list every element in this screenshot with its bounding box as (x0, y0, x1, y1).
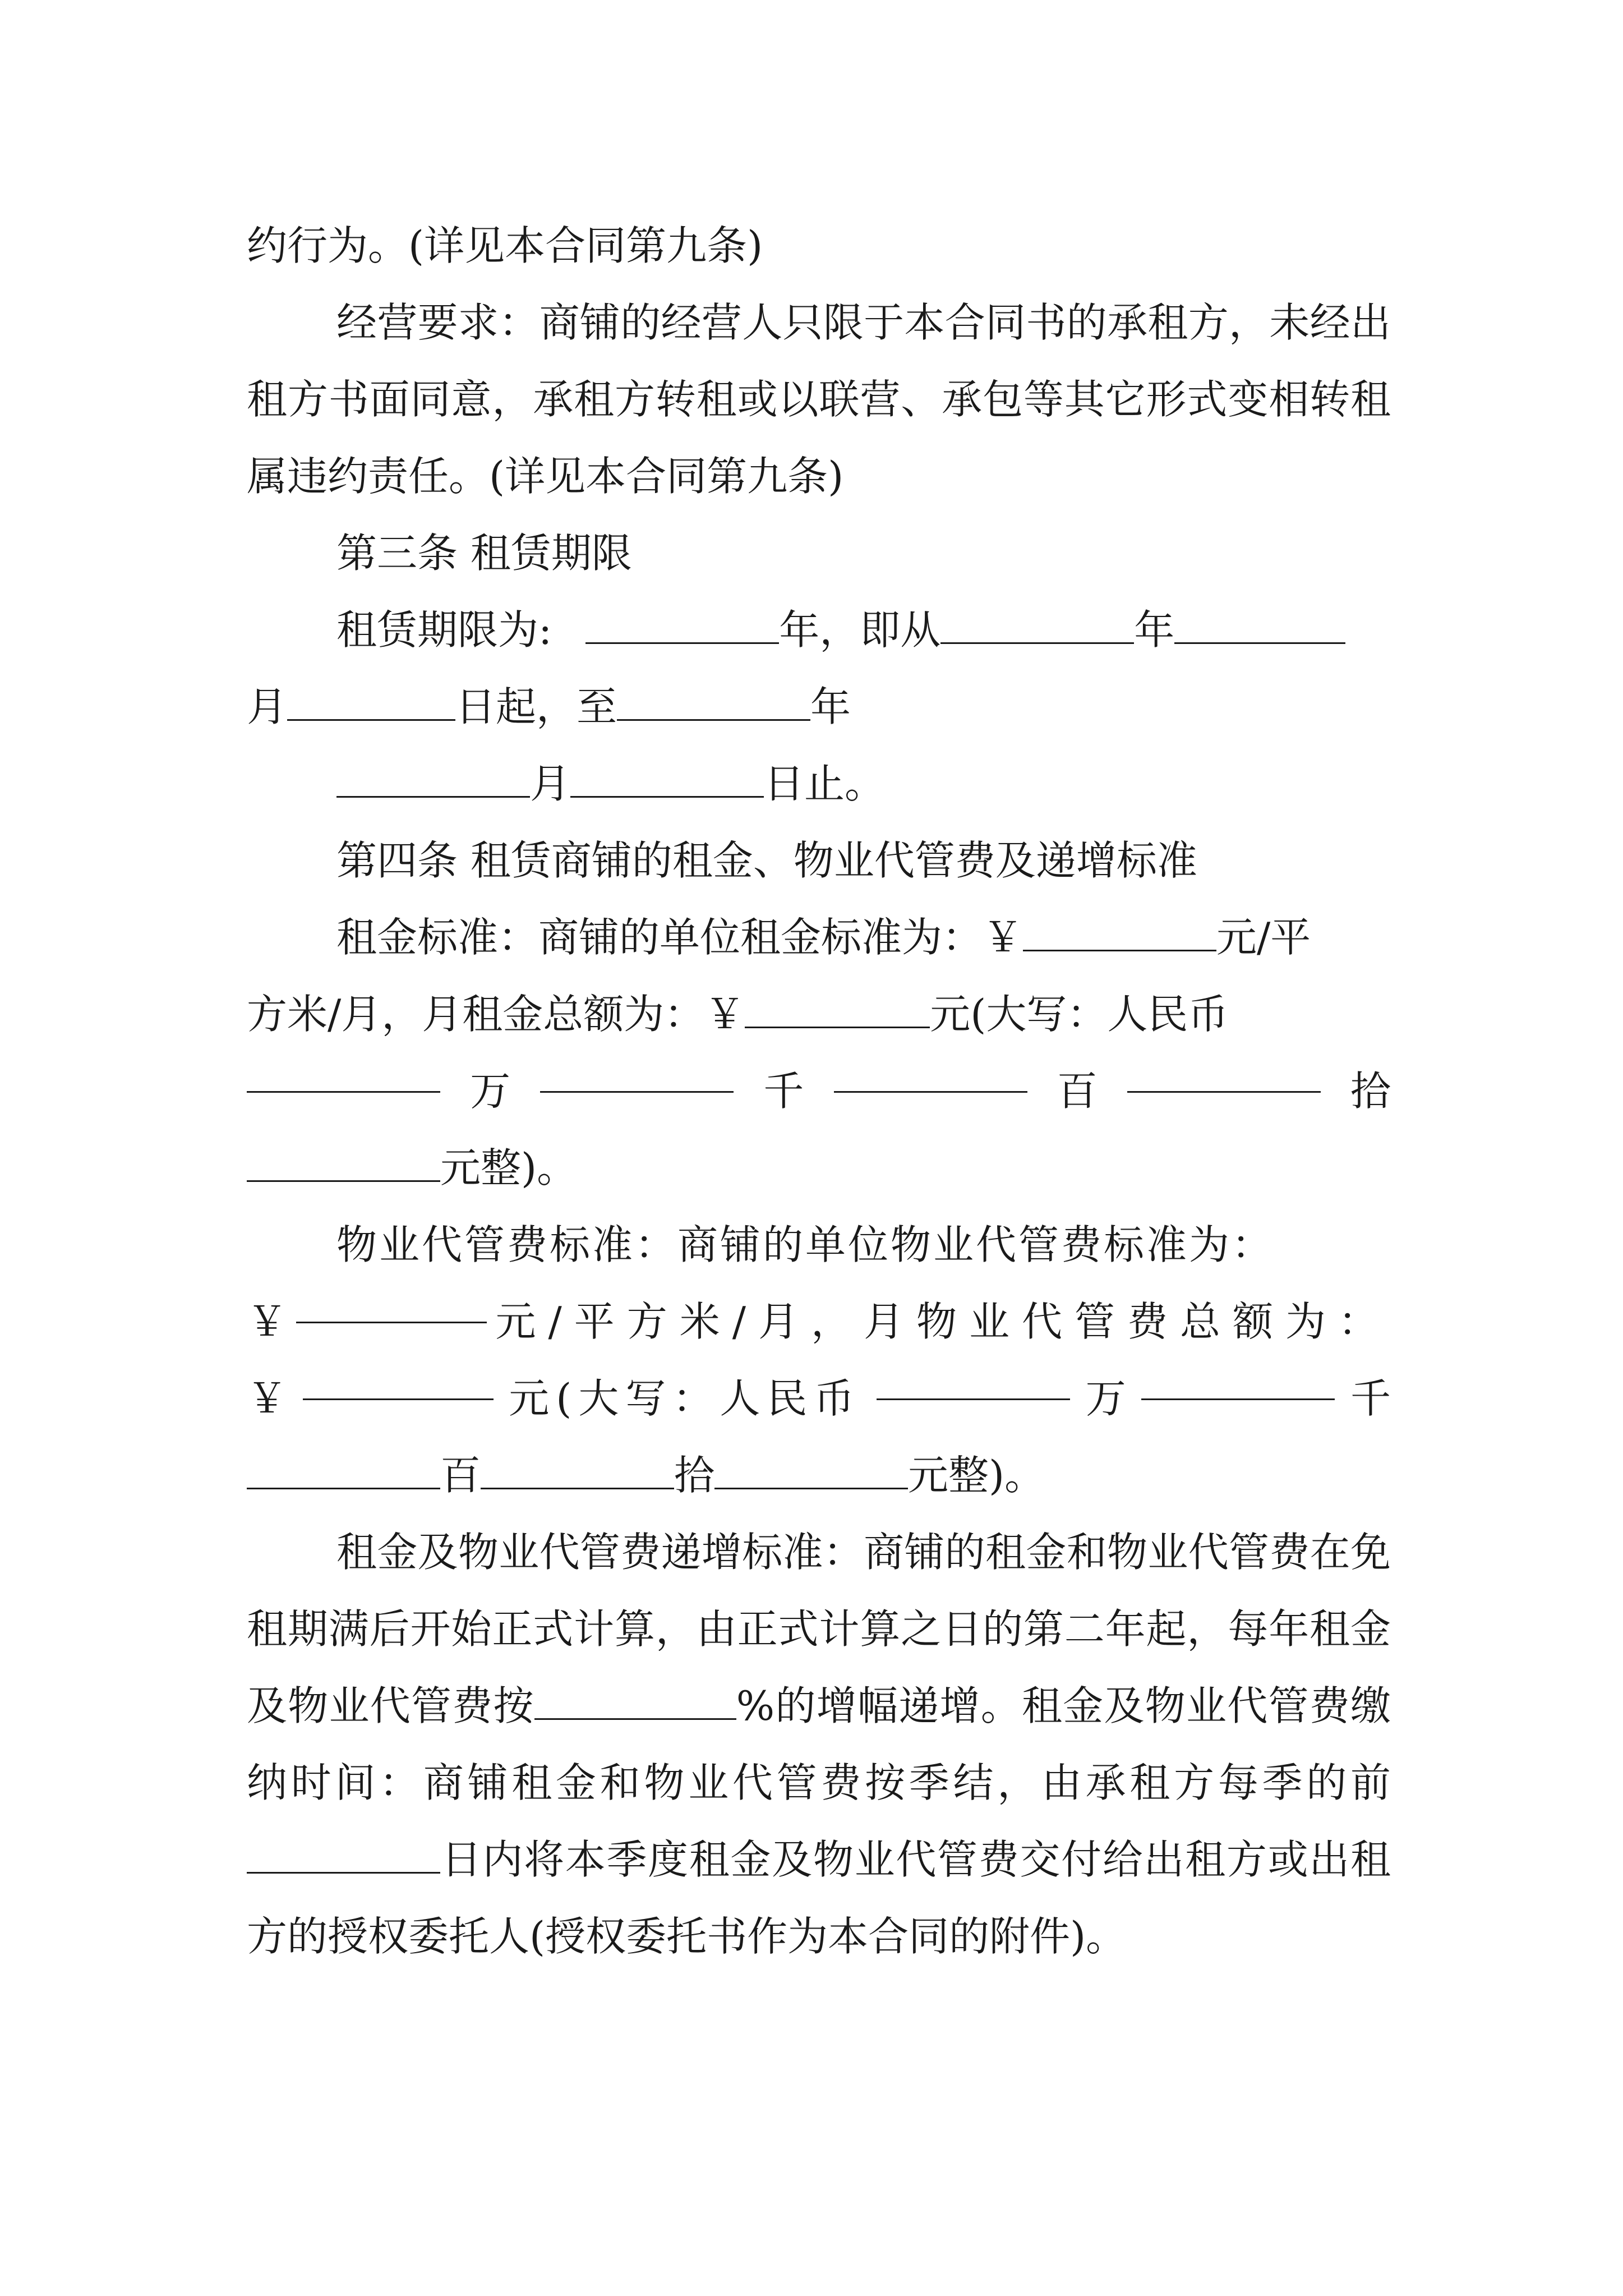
paragraph-business-requirement (247, 284, 1391, 515)
blank-fee-wan (877, 1360, 1070, 1400)
blank-increase-rate (534, 1680, 736, 1720)
lease-term-line-3: 月 日止。 (247, 746, 1391, 822)
blank-fee-shi (481, 1450, 674, 1489)
paragraph-text: 约行为。(详见本合同第九条) (247, 222, 763, 269)
blank-start-day (287, 681, 455, 721)
blank-start-month (1174, 604, 1345, 644)
blank-monthly-fee (303, 1360, 494, 1400)
property-fee-line-4: 百 拾 元整)。 (247, 1437, 1391, 1514)
article-3-heading: 第三条 租赁期限 (336, 530, 632, 577)
lease-term-clause (247, 592, 1391, 669)
blank-end-year (617, 681, 810, 721)
rent-standard-line-2: 方米/月，月租金总额为：￥ 元(大写：人民币 (247, 976, 1391, 1053)
article-4-heading: 第四条 租赁商铺的租金、物业代管费及递增标准 (336, 837, 1197, 884)
blank-fee-bai (247, 1450, 440, 1489)
blank-unit-rent (1023, 912, 1216, 951)
rent-standard-line-1: 租金标准：商铺的单位租金标准为：￥ 元/平 (247, 899, 1391, 976)
blank-fee-qian (1141, 1360, 1335, 1400)
blank-start-year (940, 604, 1134, 644)
blank-unit-fee (296, 1283, 487, 1323)
increment-standard-paragraph: 租金及物业代管费递增标准：商铺的租金和物业代管费在免租期满后开始正式计算，由正式计算之日的第二年起，每年租金及物业代管费按 %的增幅递增。租金及物业代管费缴纳时间：商铺租金和物业代管费按季结，由承租方每季的前日内将本季度租金及物业代管费交付给出租方或出租方的授权委托人(授权委托书作为本合同的附件)。 (247, 1529, 1391, 1960)
lease-term-line-1: 租赁期限为: 年，即从 年 (247, 592, 1391, 669)
blank-rent-shi (1127, 1053, 1321, 1093)
blank-years (585, 604, 779, 644)
blank-fee-yuan (714, 1450, 908, 1489)
blank-payment-days (247, 1834, 440, 1874)
blank-end-month (336, 758, 530, 798)
lease-term-line-2: 月 日起，至 年 (247, 669, 1391, 746)
rent-standard-line-3: 万 千 百 拾 (247, 1053, 1391, 1130)
paragraph-text: 经营要求：商铺的经营人只限于本合同书的承租方，未经出租方书面同意，承租方转租或以联营、承包等其它形式变相转租属违约责任。(详见本合同第九条) (247, 299, 1391, 500)
blank-rent-qian (540, 1053, 734, 1093)
rent-standard-line-4: 元整)。 (247, 1130, 1391, 1207)
blank-rent-wan (247, 1053, 440, 1093)
blank-rent-yuan (247, 1142, 440, 1182)
blank-end-day (570, 758, 764, 798)
property-fee-line-1: 物业代管费标准：商铺的单位物业代管费标准为： (336, 1221, 1275, 1268)
property-fee-line-3: ￥ 元(大写：人民币 万 千 (247, 1360, 1391, 1437)
paragraph-continuation (247, 208, 1391, 284)
property-fee-line-2: ￥ 元/平方米/月，月物业代管费总额为： (247, 1283, 1391, 1360)
blank-monthly-rent (745, 988, 930, 1028)
blank-rent-bai (834, 1053, 1027, 1093)
document-body (247, 208, 1391, 1975)
